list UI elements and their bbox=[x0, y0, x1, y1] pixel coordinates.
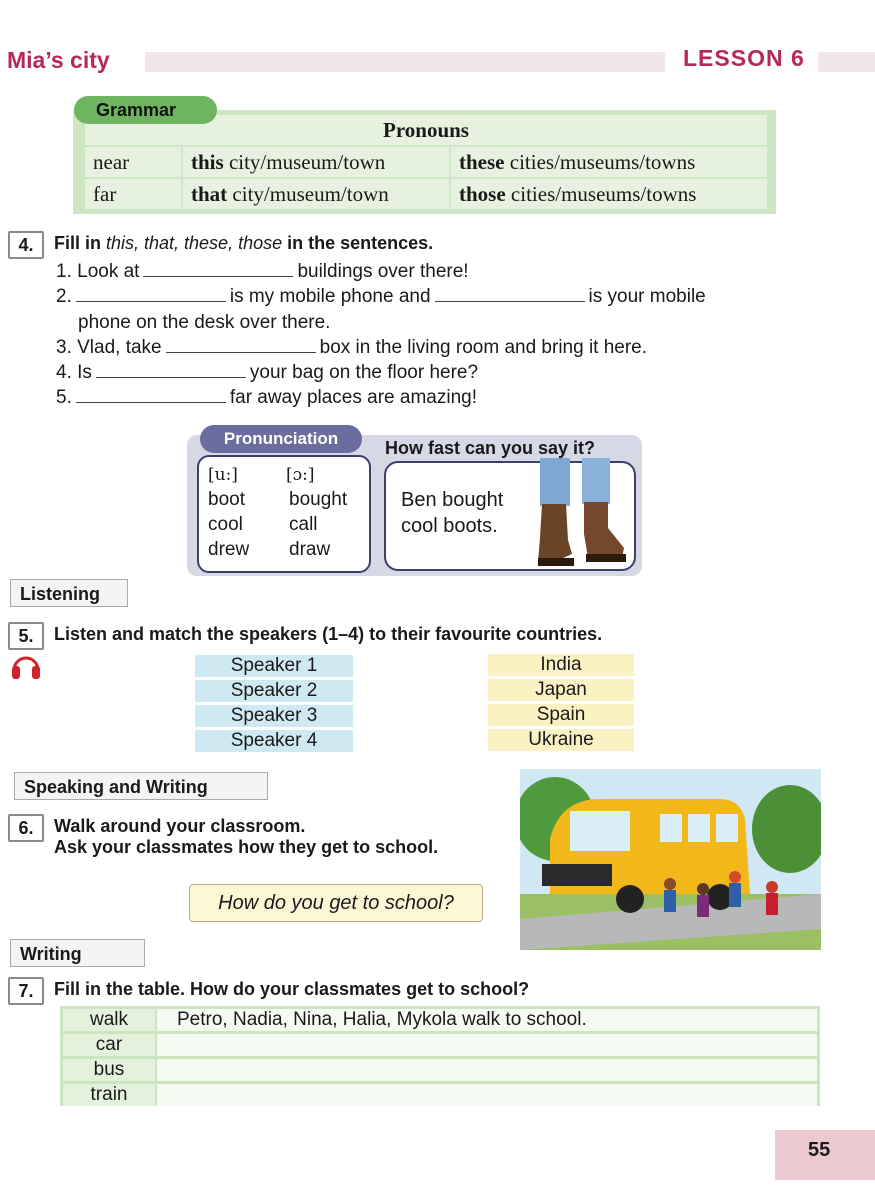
boot-left bbox=[538, 504, 572, 564]
word: drew bbox=[208, 539, 250, 560]
country-item[interactable]: Spain bbox=[488, 704, 634, 726]
listening-label: Listening bbox=[10, 579, 128, 607]
boots-image bbox=[530, 458, 630, 570]
child bbox=[664, 878, 676, 890]
child bbox=[766, 881, 778, 893]
answer-cell[interactable] bbox=[157, 1084, 817, 1106]
blank-field[interactable] bbox=[166, 351, 316, 353]
grammar-badge: Grammar bbox=[74, 96, 217, 124]
exercise-4-instruction: Fill in this, that, these, those in the sentences. bbox=[54, 233, 434, 253]
phoneme-o: [ɔ:] bbox=[286, 465, 315, 485]
bus-window bbox=[688, 814, 710, 842]
bus-grille bbox=[542, 864, 612, 886]
word: bought bbox=[289, 489, 348, 510]
table-row bbox=[60, 1059, 820, 1084]
bus-window bbox=[660, 814, 682, 842]
boot-right bbox=[584, 502, 624, 558]
answer-cell[interactable]: Petro, Nadia, Nina, Halia, Mykola walk to school. bbox=[157, 1009, 817, 1031]
child bbox=[766, 893, 778, 915]
country-item[interactable]: Ukraine bbox=[488, 729, 634, 751]
blank-field[interactable] bbox=[76, 300, 226, 302]
transport-label: bus bbox=[63, 1059, 155, 1081]
exercise-5-instruction: Listen and match the speakers (1–4) to their favourite countries. bbox=[54, 624, 603, 644]
transport-label: walk bbox=[63, 1009, 155, 1031]
country-item[interactable]: India bbox=[488, 654, 634, 676]
word: boot bbox=[208, 489, 245, 510]
tongue-twister-text: Ben bought cool boots. bbox=[401, 489, 504, 537]
child bbox=[697, 895, 709, 917]
sentence-2: 2. is my mobile phone and is your mobile bbox=[56, 286, 706, 307]
country-item[interactable]: Japan bbox=[488, 679, 634, 701]
word: draw bbox=[289, 539, 331, 560]
jeans-left bbox=[540, 458, 570, 506]
row-label: near bbox=[85, 147, 181, 177]
exercise-7-number: 7. bbox=[8, 977, 44, 1005]
word: call bbox=[289, 514, 318, 535]
sentence-4: 4. Is your bag on the floor here? bbox=[56, 362, 479, 383]
speaker-item[interactable]: Speaker 1 bbox=[195, 655, 353, 677]
blank-field[interactable] bbox=[96, 376, 246, 378]
pronunciation-badge: Pronunciation bbox=[200, 425, 362, 453]
answer-cell[interactable] bbox=[157, 1034, 817, 1056]
speaker-item[interactable]: Speaker 4 bbox=[195, 730, 353, 752]
header-bar-right bbox=[818, 52, 875, 72]
transport-label: car bbox=[63, 1034, 155, 1056]
transport-table bbox=[60, 1006, 820, 1106]
answer-cell[interactable] bbox=[157, 1059, 817, 1081]
sentence-2-cont: phone on the desk over there. bbox=[78, 312, 331, 333]
header-bar bbox=[145, 52, 665, 72]
table-row bbox=[60, 1009, 820, 1034]
exercise-5-number: 5. bbox=[8, 622, 44, 650]
tongue-twister-title: How fast can you say it? bbox=[385, 438, 596, 458]
writing-label: Writing bbox=[10, 939, 145, 967]
exercise-7-instruction: Fill in the table. How do your classmates get to school? bbox=[54, 979, 530, 999]
school-bus-image bbox=[520, 769, 821, 950]
speaker-item[interactable]: Speaker 3 bbox=[195, 705, 353, 727]
child bbox=[729, 883, 741, 907]
lesson-label: LESSON 6 bbox=[683, 45, 805, 71]
blank-field[interactable] bbox=[435, 300, 585, 302]
singular-cell: this city/museum/town bbox=[183, 147, 449, 177]
bus-window bbox=[716, 814, 738, 842]
speaking-writing-label: Speaking and Writing bbox=[14, 772, 268, 800]
speech-bubble: How do you get to school? bbox=[189, 884, 483, 922]
singular-cell: that city/museum/town bbox=[183, 179, 449, 209]
transport-label: train bbox=[63, 1084, 155, 1106]
speaker-item[interactable]: Speaker 2 bbox=[195, 680, 353, 702]
pronouns-table bbox=[83, 113, 769, 211]
table-row bbox=[60, 1084, 820, 1109]
plural-cell: those cities/museums/towns bbox=[451, 179, 767, 209]
table-row bbox=[60, 1034, 820, 1059]
page-number: 55 bbox=[808, 1139, 831, 1161]
pronouns-heading: Pronouns bbox=[85, 115, 767, 145]
jeans-right bbox=[582, 458, 610, 504]
page-title: Mia’s city bbox=[7, 47, 110, 73]
headphones-icon bbox=[10, 652, 42, 680]
exercise-6-instruction-2: Ask your classmates how they get to school. bbox=[54, 837, 439, 857]
blank-field[interactable] bbox=[76, 401, 226, 403]
phoneme-u: [u:] bbox=[208, 465, 238, 485]
exercise-4-number: 4. bbox=[8, 231, 44, 259]
word: cool bbox=[208, 514, 243, 535]
child bbox=[697, 883, 709, 895]
child bbox=[664, 890, 676, 912]
blank-field[interactable] bbox=[143, 275, 293, 277]
plural-cell: these cities/museums/towns bbox=[451, 147, 767, 177]
sole-left bbox=[538, 558, 574, 566]
sentence-5: 5. far away places are amazing! bbox=[56, 387, 477, 408]
exercise-6-instruction-1: Walk around your classroom. bbox=[54, 816, 306, 836]
sentence-3: 3. Vlad, take box in the living room and bring it here. bbox=[56, 337, 648, 358]
sole-right bbox=[586, 554, 626, 562]
sentence-1: 1. Look at buildings over there! bbox=[56, 261, 469, 282]
exercise-6-number: 6. bbox=[8, 814, 44, 842]
bus-windshield bbox=[570, 811, 630, 851]
row-label: far bbox=[85, 179, 181, 209]
table-row bbox=[85, 179, 767, 209]
bus-wheel bbox=[616, 885, 644, 913]
table-row bbox=[85, 147, 767, 177]
child bbox=[729, 871, 741, 883]
